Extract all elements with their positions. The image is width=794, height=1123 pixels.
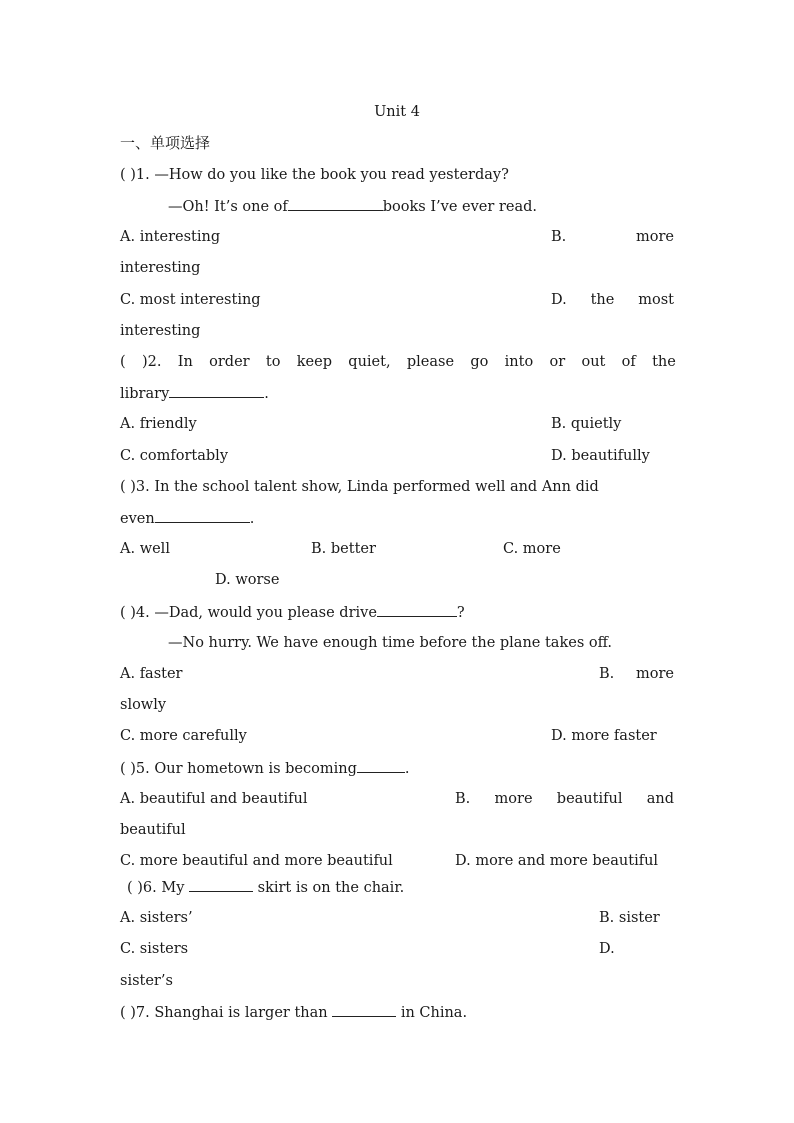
question-4-reply: —No hurry. We have enough time before the plane takes off. [168, 635, 612, 651]
word: B. [599, 666, 615, 682]
answer-blank[interactable] [332, 1001, 396, 1017]
question-3-option-b: B. better [311, 541, 376, 557]
word: the [590, 292, 615, 308]
answer-blank[interactable] [288, 195, 383, 211]
section-heading: 一、单项选择 [120, 134, 211, 152]
question-3-stem-continued [120, 507, 674, 529]
question-3-stem: ( )3. In the school talent show, Linda performed well and Ann did [120, 479, 599, 495]
question-2-option-d: D. beautifully [551, 448, 650, 464]
question-2-stem-continued [120, 382, 674, 404]
word: B. [551, 229, 567, 245]
question-2-stem [120, 351, 676, 373]
word: ( [120, 354, 126, 370]
question-5-stem-text: ( )5. Our hometown is becoming [120, 761, 357, 777]
question-5-option-c: C. more beautiful and more beautiful [120, 853, 393, 869]
question-5-option-a: A. beautiful and beautiful [120, 791, 308, 807]
question-7-stem [120, 1001, 680, 1023]
page-title: Unit 4 [374, 104, 420, 120]
word: most [638, 292, 674, 308]
question-1-option-c: C. most interesting [120, 292, 261, 308]
word: of [621, 354, 636, 370]
question-6-option-c: C. sisters [120, 941, 189, 957]
question-7-stem-start: ( )7. Shanghai is larger than [120, 1005, 328, 1021]
question-6-option-d-continued: sister’s [120, 973, 173, 989]
question-4-stem [120, 601, 674, 623]
question-4-option-b-continued: slowly [120, 697, 167, 713]
question-5-option-b-continued: beautiful [120, 822, 186, 838]
question-1-option-b-continued: interesting [120, 260, 201, 276]
question-6-option-b: B. sister [599, 910, 660, 926]
answer-blank[interactable] [169, 382, 264, 398]
question-1-stem: ( )1. —How do you like the book you read yesterday? [120, 167, 509, 183]
answer-blank[interactable] [377, 601, 457, 617]
word: more [636, 229, 674, 245]
period: . [264, 386, 269, 402]
question-6-stem-start: ( )6. My [127, 880, 185, 896]
word: more [636, 666, 674, 682]
question-4-stem-text: ( )4. —Dad, would you please drive [120, 605, 377, 621]
question-7-stem-end: in China. [400, 1005, 468, 1021]
answer-blank[interactable] [155, 507, 250, 523]
question-4-option-a: A. faster [120, 666, 183, 682]
question-1-option-d-continued: interesting [120, 323, 201, 339]
word: more [494, 791, 533, 807]
question-6-option-d: D. [599, 941, 615, 957]
question-1-option-b [551, 226, 674, 248]
word: B. [455, 791, 471, 807]
word: order [209, 354, 250, 370]
question-1-option-a: A. interesting [120, 229, 221, 245]
answer-blank[interactable] [189, 876, 253, 892]
question-1-reply-start: —Oh! It’s one of [168, 199, 288, 215]
word: In [177, 354, 193, 370]
word: quiet, [348, 354, 391, 370]
question-6-stem [127, 876, 687, 898]
word: beautiful [556, 791, 623, 807]
question-4-option-c: C. more carefully [120, 728, 247, 744]
question-1-option-d [551, 289, 674, 311]
question-5-stem [120, 757, 674, 779]
word: the [652, 354, 676, 370]
question-1-reply [168, 195, 688, 217]
word: keep [296, 354, 332, 370]
word: please [406, 354, 455, 370]
word: and [646, 791, 674, 807]
period: . [249, 511, 255, 527]
word: D. [551, 292, 567, 308]
question-2-option-a: A. friendly [120, 416, 197, 432]
question-5-option-b [455, 788, 674, 810]
question-mark: ? [456, 605, 465, 621]
question-1-reply-end: books I’ve ever read. [382, 199, 537, 215]
word: or [549, 354, 566, 370]
word: to [265, 354, 281, 370]
question-3-option-c: C. more [503, 541, 561, 557]
question-2-stem-end: library [120, 386, 170, 402]
question-2-option-c: C. comfortably [120, 448, 229, 464]
question-3-stem-end: even [120, 511, 155, 527]
question-5-option-d: D. more and more beautiful [455, 853, 659, 869]
answer-blank[interactable] [357, 757, 405, 773]
question-3-option-d: D. worse [215, 572, 280, 588]
question-6-stem-end: skirt is on the chair. [257, 880, 405, 896]
question-6-option-a: A. sisters’ [120, 910, 193, 926]
word: go [470, 354, 489, 370]
question-4-option-b [599, 663, 674, 685]
question-4-option-d: D. more faster [551, 728, 657, 744]
question-2-option-b: B. quietly [551, 416, 622, 432]
word: )2. [141, 354, 162, 370]
question-3-option-a: A. well [120, 541, 170, 557]
word: out [581, 354, 606, 370]
word: into [504, 354, 534, 370]
period: . [404, 761, 410, 777]
